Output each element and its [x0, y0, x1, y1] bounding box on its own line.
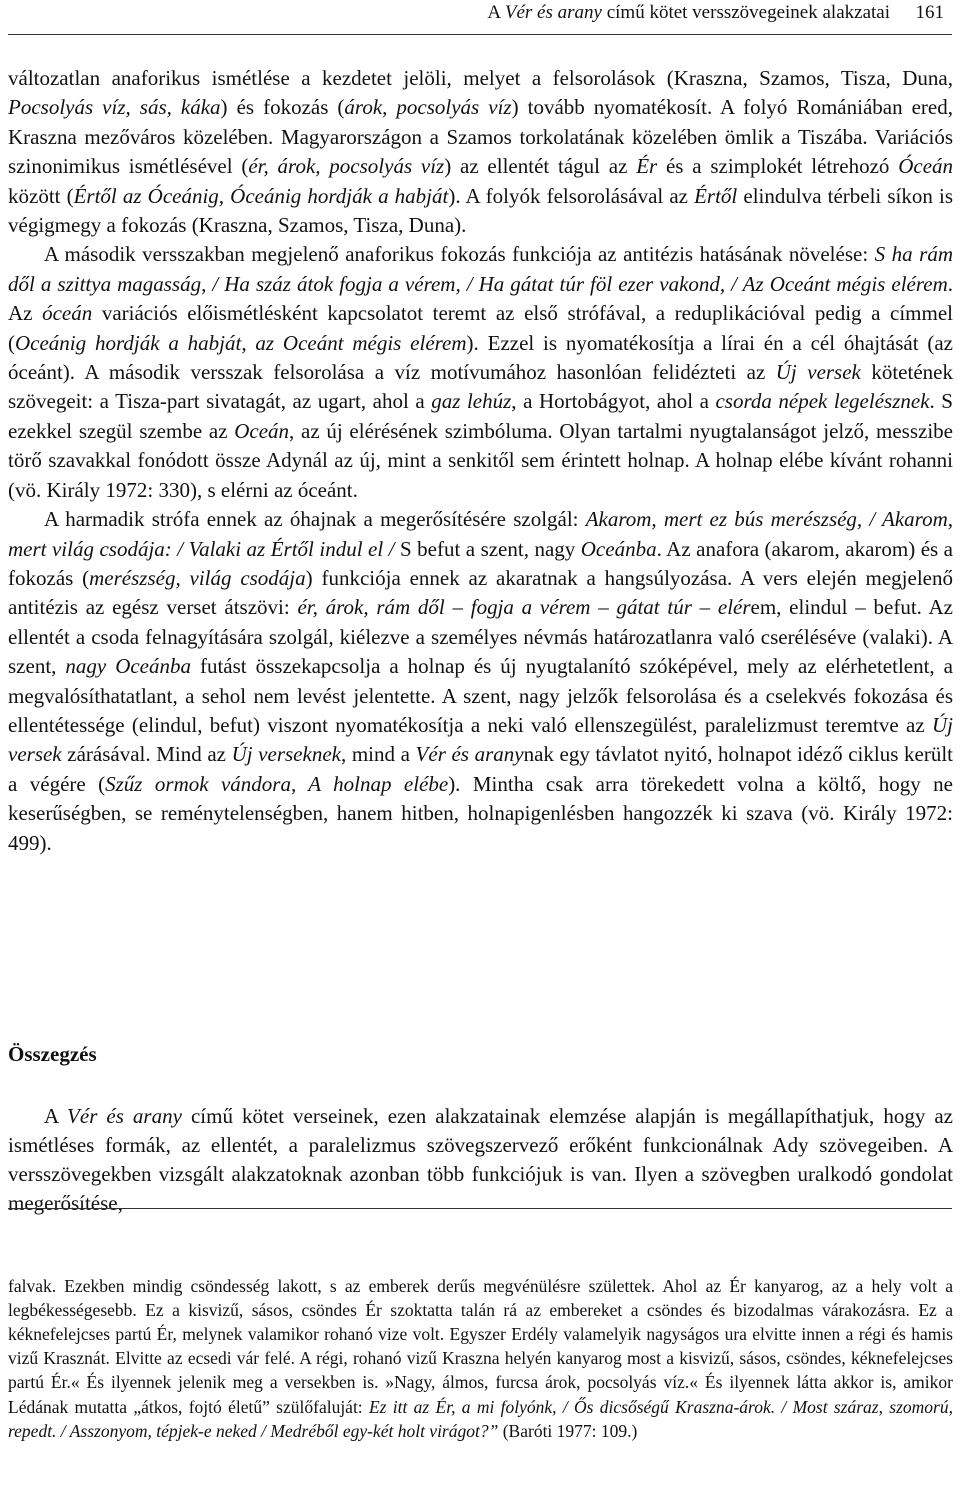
text-run: em, elindul – befut. Az ellentét a csoda felnagyítására szolgál, kiélezve a személyes névmás határozatlanra való cseréléséve (valaki). A szent, [8, 595, 953, 679]
text-run: Óceán [898, 154, 954, 179]
text-run: Oceán [234, 418, 290, 443]
text-run: Vér és arany [415, 742, 524, 767]
text-run: Akarom, mert ez bús merészség, / Akarom, mert világ csodája: / Valaki az Értől indul el / [8, 507, 953, 561]
text-run: , az új elérésének szimbóluma. Olyan tartalmi nyugtalanságot jelző, messzibe törő szavakkal fonódott össze Adynál az új, mint a senkitől sem érintett holnap. A holnap elébe kívánt rohanni (vö. Király 1972: 330), s elérni az óceánt. [8, 418, 953, 502]
text-run: ér, árok, pocsolyás víz [248, 154, 445, 179]
text-run: között ( [8, 183, 74, 208]
text-run: ér, árok, rám dől – fogja a vérem – gátat túr – elér [297, 595, 751, 620]
paragraph-4 [8, 1102, 953, 1218]
text-run: , a Hortobágyot, ahol a [511, 389, 716, 414]
text-run: A második versszakban megjelenő anaforikus fokozás funkciója az antitézis hatásának növelése: [44, 242, 875, 267]
text-run: ) az ellentét tágul az [444, 154, 637, 179]
text-run: árok, pocsolyás víz [344, 95, 512, 120]
text-run: Új versek [775, 360, 861, 385]
text-run: ). A folyók felsorolásával az [448, 183, 695, 208]
text-run: Új versek [8, 712, 953, 767]
running-title: A Vér és arany című kötet versszövegeinek alakzatai [487, 2, 890, 23]
running-header [8, 0, 952, 35]
text-run: Értől az Óceánig, Óceánig hordják a habját [73, 183, 449, 208]
text-run: Oceánig hordják a habját, az Oceánt mégis elérem [15, 330, 467, 355]
text-run: csorda népek legelésznek [715, 389, 930, 414]
text-run: A harmadik strófa ennek az óhajnak a megerősítésére szolgál: [44, 507, 586, 532]
footnote-separator [8, 1208, 952, 1209]
text-run: . Az [8, 271, 953, 326]
text-run: nak egy távlatot nyitó, holnapot idéző ciklus került a végére ( [8, 742, 953, 796]
text-run: ). Ezzel is nyomatékosítja a lírai én a cél óhajtását (az óceánt). A második versszak felsorolása a víz motívumához hasonlóan felidézteti az [8, 330, 953, 385]
text-run: (Baróti 1977: 109.) [498, 1420, 638, 1441]
text-run: S befut a szent, nagy [394, 536, 581, 561]
text-run: ) tovább nyomatékosít. A folyó Romániában ered, Kraszna mezőváros közelében. Magyarországon a Szamos torkolatának közelében ömlik a Tiszába. Variációs szinonimikus ismétlésével ( [8, 95, 953, 179]
text-run: óceán [42, 301, 93, 326]
text-run: Ez itt az Ér, a mi folyónk, / Ős dicsőségű Kraszna-árok. / Most száraz, szomorú, repedt. / Asszonyom, tépjek-e neked / Medréből egy-két holt virágot?” [8, 1396, 953, 1441]
text-run: Pocsolyás víz, sás, káka [8, 95, 221, 120]
text-run: Ér [636, 154, 658, 179]
text-run: ) és fokozás ( [220, 95, 345, 120]
paragraph-1 [8, 64, 953, 240]
text-run: elindulva térbeli síkon is végigmegy a fokozás (Kraszna, Szamos, Tisza, Duna). [8, 183, 954, 238]
text-run: falvak. Ezekben mindig csöndesség lakott, s az emberek derűs megvénülésre születtek. Ahol az Ér kanyarog, az a hely volt a legbékességesebb. Ez a kisvizű, sásos, csöndes Ér szoktatta talán rá az embereket a csöndes és bizodalmas várakozásra. Ez a kéknefelejcses partú Ér, melynek valamikor rohanó vize volt. Egyszer Erdély valamelyik nagyságos ura elvitte innen a régi és hamis vizű Krasznát. Elvitte az ecsedi vár felé. A régi, rohanó vizű Kraszna helyén kanyarog most a kisvizű, sásos, csöndes, kéknefelejcses partú Ér.« És ilyennek jelenik meg a versekben is. »Nagy, álmos, furcsa árok, pocsolyás víz.« És ilyennek látta akkor is, amikor Lédának mutatta „átkos, fojtó életű” szülőfaluját: [8, 1275, 953, 1417]
text-run: és a szimplokét létrehozó [657, 154, 899, 179]
text-run: nagy Oceánba [65, 654, 191, 679]
summary-paragraph [8, 1081, 953, 1239]
text-run: Értől [694, 183, 738, 208]
page-number: 161 [915, 2, 944, 23]
text-run: mind a [346, 742, 416, 767]
text-run: A [44, 1104, 68, 1128]
text-run: ) funkciója ennek az akaratnak a hangsúlyozása. A vers elején megjelenő antitézis az egész verset átszövi: [8, 565, 953, 620]
paragraph-3 [8, 505, 953, 858]
section-heading: Összegzés [8, 1042, 97, 1066]
body-text [8, 64, 953, 858]
footnote-text [8, 1274, 953, 1443]
text-run: gaz lehúz [431, 389, 512, 414]
text-run: Új verseknek, [231, 742, 347, 767]
text-run: Vér és arany [67, 1104, 182, 1128]
text-run: zárásával. Mind az [61, 742, 232, 767]
text-run: S ha rám dől a szittya magasság, / Ha száz átok fogja a vérem, / Ha gátat túr föl ezer vakond, / Az Oceánt mégis elérem [8, 242, 954, 296]
text-run: című kötet verseinek, ezen alakzatainak elemzése alapján is megállapíthatjuk, hogy az ismétléses formák, az ellentét, a paralelizmus szövegszervező erőként funkcionálnak Ady szövegeiben. A versszövegekben vizsgált alakzatoknak azonban több funkciójuk is van. Ilyen a szövegben uralkodó gondolat megerősítése, [8, 1104, 954, 1215]
text-run: Oceánba [580, 536, 657, 561]
text-run: . S ezekkel szegül szembe az [8, 389, 953, 443]
text-run: variációs előismétlésként kapcsolatot teremt az első strófával, a reduplikációval pedig a címmel ( [8, 301, 953, 355]
text-run: változatlan anaforikus ismétlése a kezdetet jelöli, melyet a felsorolások (Kraszna, Szamos, Tisza, Duna, [8, 66, 953, 90]
text-run: merészség, világ csodája [89, 565, 306, 590]
text-run: Szűz ormok vándora, A holnap elébe [105, 771, 449, 796]
text-run: . Az anafora (akarom, akarom) és a fokozás ( [8, 536, 953, 590]
text-run: ). Mintha csak arra törekedett volna a költő, hogy ne keserűségben, se reménytelenségben, hanem hitben, holnapigenlésben hangozzék ki szava (vö. Király 1972: 499). [8, 771, 953, 855]
footnote [8, 1256, 953, 1460]
text-run: futást összekapcsolja a holnap és új nyugtalanító szóképével, mely az elérhetetlent, a megvalósíthatatlant, a sehol nem levést jelentette. A szent, nagy jelzők felsorolása és a cselekvés fokozása és ellentétessége (elindul, befut) viszont nyomatékosítja a neki való ellenszegülést, paralelizmust teremtve az [8, 654, 953, 737]
text-run: kötetének szövegeit: a Tisza-part sivatagát, az ugart, ahol a [8, 360, 953, 414]
paragraph-2 [8, 240, 953, 505]
